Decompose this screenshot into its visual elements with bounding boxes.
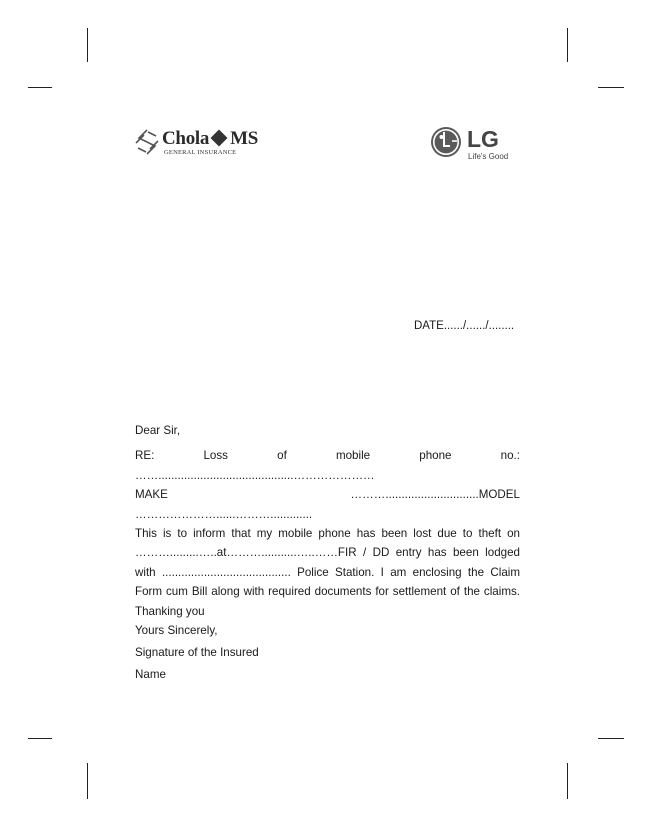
make-model-line: MAKE ……….............................MODEL …………………......………............. bbox=[135, 488, 520, 521]
crop-mark-bottom-left-vertical bbox=[87, 763, 88, 799]
body-line-4: Form cum Bill along with required documents for settlement of the claims. bbox=[135, 585, 520, 599]
letter-body bbox=[135, 421, 520, 640]
salutation: Dear Sir, bbox=[135, 424, 181, 437]
closing-line: Yours Sincerely, bbox=[135, 624, 218, 638]
chola-wordmark bbox=[162, 128, 258, 150]
chola-name-right: MS bbox=[230, 128, 258, 149]
crop-mark-top-left-vertical bbox=[87, 28, 88, 62]
lg-face-icon bbox=[430, 126, 462, 158]
body-line-2: ……….........…..at………...........…..……FIR / DD entry has been lodged bbox=[135, 546, 520, 560]
date-line: DATE....../....../........ bbox=[414, 320, 515, 332]
chola-emblem-icon bbox=[134, 128, 160, 156]
thanking-line: Thanking you bbox=[135, 604, 205, 618]
crop-mark-bottom-left-horizontal bbox=[28, 738, 52, 739]
signature-block bbox=[135, 642, 259, 686]
crop-mark-bottom-right-vertical bbox=[567, 763, 568, 799]
crop-mark-top-right-vertical bbox=[567, 28, 568, 62]
name-label: Name bbox=[135, 668, 166, 681]
crop-mark-top-left-horizontal bbox=[28, 87, 52, 88]
chola-ms-logo bbox=[134, 128, 264, 160]
chola-name-left: Chola bbox=[162, 128, 210, 149]
lg-tagline: Life's Good bbox=[468, 152, 509, 161]
signature-label: Signature of the Insured bbox=[135, 646, 259, 659]
re-line: RE: Loss of mobile phone no.: ……..........................................………………… bbox=[135, 449, 520, 482]
chola-subtitle: GENERAL INSURANCE bbox=[164, 149, 237, 156]
chola-diamond-icon bbox=[211, 130, 228, 147]
crop-mark-bottom-right-horizontal bbox=[598, 738, 624, 739]
crop-mark-top-right-horizontal bbox=[598, 87, 624, 88]
lg-logo bbox=[430, 124, 530, 166]
body-line-3: with ........................................ Police Station. I am enclosing the Claim bbox=[135, 565, 520, 579]
body-line-1: This is to inform that my mobile phone has been lost due to theft on bbox=[135, 527, 520, 541]
lg-wordmark: LG bbox=[467, 126, 499, 152]
